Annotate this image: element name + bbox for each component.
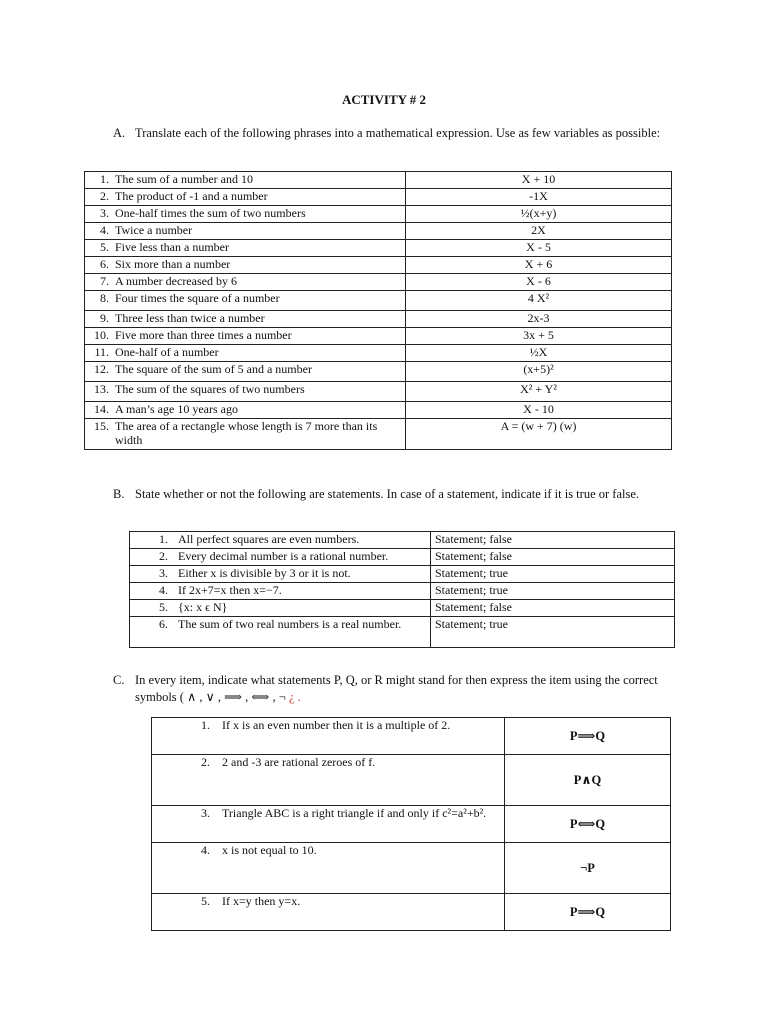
table-row: [130, 532, 675, 549]
phrase-cell: [85, 362, 406, 382]
table-row: [152, 843, 671, 894]
table-row: [85, 223, 672, 240]
answer-cell: X + 10: [406, 172, 672, 189]
section-c-letter: C.: [113, 673, 125, 687]
statement-cell: [130, 532, 431, 549]
row-number: 5.: [201, 894, 210, 908]
phrase-cell: [85, 291, 406, 311]
answer-cell: (x+5)²: [406, 362, 672, 382]
phrase-text: The sum of the squares of two numbers: [115, 382, 305, 396]
table-row: [85, 172, 672, 189]
phrase-text: Five less than a number: [115, 240, 229, 254]
phrase-text: One-half of a number: [115, 345, 219, 359]
section-c-text-tail: ¿ .: [288, 690, 301, 704]
statement-text: Either x is divisible by 3 or it is not.: [178, 566, 351, 580]
table-row: [152, 894, 671, 931]
table-row: [85, 345, 672, 362]
row-number: 2.: [201, 755, 210, 769]
answer-cell: -1X: [406, 189, 672, 206]
phrase-text: One-half times the sum of two numbers: [115, 206, 306, 220]
answer-cell: ½X: [406, 345, 672, 362]
table-row: [152, 806, 671, 843]
phrase-text: The sum of a number and 10: [115, 172, 253, 186]
statement-text: The sum of two real numbers is a real number.: [178, 617, 402, 631]
table-row: [130, 617, 675, 648]
item-cell: [152, 718, 505, 755]
phrase-cell: [85, 311, 406, 328]
row-number: 4.: [201, 843, 210, 857]
answer-cell: P⟺Q: [505, 806, 671, 843]
item-text: x is not equal to 10.: [222, 843, 317, 857]
table-row: [130, 549, 675, 566]
answer-cell: 2X: [406, 223, 672, 240]
phrase-cell: [85, 328, 406, 345]
section-a-letter: A.: [113, 126, 126, 140]
phrase-text: Five more than three times a number: [115, 328, 292, 342]
phrase-cell: [85, 223, 406, 240]
item-text: Triangle ABC is a right triangle if and only if c²=a²+b².: [222, 806, 487, 820]
table-row: [85, 189, 672, 206]
item-cell: [152, 894, 505, 931]
row-number: 13.: [94, 382, 109, 396]
phrase-cell: [85, 419, 406, 450]
table-c: [151, 717, 671, 931]
answer-cell: P∧Q: [505, 755, 671, 806]
answer-cell: X - 6: [406, 274, 672, 291]
row-number: 1.: [201, 718, 210, 732]
phrase-text: Three less than twice a number: [115, 311, 265, 325]
phrase-text: The square of the sum of 5 and a number: [115, 362, 312, 376]
phrase-text: Four times the square of a number: [115, 291, 280, 305]
phrase-cell: [85, 274, 406, 291]
row-number: 5.: [100, 240, 109, 254]
answer-cell: Statement; true: [431, 583, 675, 600]
section-c-text: In every item, indicate what statements P, Q, or R might stand for then express the item using the correct symbols ( ∧ , ∨ , ⟹ , ⟺ , ¬: [135, 673, 658, 704]
phrase-cell: [85, 240, 406, 257]
row-number: 1.: [159, 532, 168, 546]
row-number: 6.: [100, 257, 109, 271]
section-c-text-wrap: [135, 672, 675, 706]
item-cell: [152, 843, 505, 894]
row-number: 3.: [159, 566, 168, 580]
row-number: 14.: [94, 402, 109, 416]
row-number: 15.: [94, 419, 109, 433]
statement-cell: [130, 600, 431, 617]
phrase-text: A number decreased by 6: [115, 274, 237, 288]
answer-cell: ½(x+y): [406, 206, 672, 223]
row-number: 5.: [159, 600, 168, 614]
answer-cell: Statement; false: [431, 549, 675, 566]
phrase-text: Six more than a number: [115, 257, 231, 271]
table-row: [130, 583, 675, 600]
row-number: 2.: [100, 189, 109, 203]
table-row: [85, 362, 672, 382]
item-text: If x=y then y=x.: [222, 894, 301, 908]
statement-text: All perfect squares are even numbers.: [178, 532, 360, 546]
table-row: [85, 240, 672, 257]
section-b-text: State whether or not the following are statements. In case of a statement, indicate if it is true or false.: [135, 487, 639, 501]
answer-cell: P⟹Q: [505, 718, 671, 755]
row-number: 1.: [100, 172, 109, 186]
table-row: [85, 419, 672, 450]
table-row: [152, 755, 671, 806]
statement-text: {x: x ϵ N}: [178, 600, 228, 614]
phrase-text: The area of a rectangle whose length is 7 more than its width: [115, 419, 378, 447]
answer-cell: ¬P: [505, 843, 671, 894]
row-number: 2.: [159, 549, 168, 563]
row-number: 3.: [201, 806, 210, 820]
table-row: [85, 382, 672, 402]
row-number: 3.: [100, 206, 109, 220]
answer-cell: 4 X²: [406, 291, 672, 311]
table-row: [130, 600, 675, 617]
phrase-cell: [85, 206, 406, 223]
phrase-text: Twice a number: [115, 223, 193, 237]
answer-cell: Statement; false: [431, 532, 675, 549]
table-row: [85, 274, 672, 291]
page-title: ACTIVITY # 2: [341, 92, 427, 107]
phrase-cell: [85, 402, 406, 419]
table-a: [84, 171, 672, 450]
item-cell: [152, 755, 505, 806]
row-number: 8.: [100, 291, 109, 305]
phrase-cell: [85, 345, 406, 362]
statement-text: Every decimal number is a rational number.: [178, 549, 389, 563]
answer-cell: Statement; true: [431, 566, 675, 583]
row-number: 7.: [100, 274, 109, 288]
row-number: 4.: [159, 583, 168, 597]
table-row: [130, 566, 675, 583]
answer-cell: 2x-3: [406, 311, 672, 328]
row-number: 11.: [94, 345, 109, 359]
table-row: [85, 311, 672, 328]
row-number: 10.: [94, 328, 109, 342]
statement-text: If 2x+7=x then x=−7.: [178, 583, 282, 597]
answer-cell: X - 10: [406, 402, 672, 419]
table-row: [85, 291, 672, 311]
row-number: 6.: [159, 617, 168, 631]
row-number: 9.: [100, 311, 109, 325]
answer-cell: X² + Y²: [406, 382, 672, 402]
statement-cell: [130, 583, 431, 600]
statement-cell: [130, 566, 431, 583]
section-a-text: Translate each of the following phrases into a mathematical expression. Use as few variables as possible:: [135, 126, 661, 140]
phrase-text: The product of -1 and a number: [115, 189, 268, 203]
table-row: [85, 328, 672, 345]
answer-cell: Statement; true: [431, 617, 675, 648]
table-row: [152, 718, 671, 755]
statement-cell: [130, 617, 431, 648]
statement-cell: [130, 549, 431, 566]
item-text: 2 and -3 are rational zeroes of f.: [222, 755, 376, 769]
phrase-cell: [85, 257, 406, 274]
phrase-cell: [85, 172, 406, 189]
phrase-cell: [85, 382, 406, 402]
answer-cell: A = (w + 7) (w): [406, 419, 672, 450]
answer-cell: Statement; false: [431, 600, 675, 617]
table-row: [85, 402, 672, 419]
row-number: 12.: [94, 362, 109, 376]
table-row: [85, 257, 672, 274]
table-b: [129, 531, 675, 648]
answer-cell: P⟹Q: [505, 894, 671, 931]
section-b-letter: B.: [113, 487, 125, 501]
phrase-cell: [85, 189, 406, 206]
item-cell: [152, 806, 505, 843]
answer-cell: X - 5: [406, 240, 672, 257]
answer-cell: 3x + 5: [406, 328, 672, 345]
table-row: [85, 206, 672, 223]
answer-cell: X + 6: [406, 257, 672, 274]
row-number: 4.: [100, 223, 109, 237]
phrase-text: A man’s age 10 years ago: [115, 402, 238, 416]
item-text: If x is an even number then it is a multiple of 2.: [222, 718, 451, 732]
